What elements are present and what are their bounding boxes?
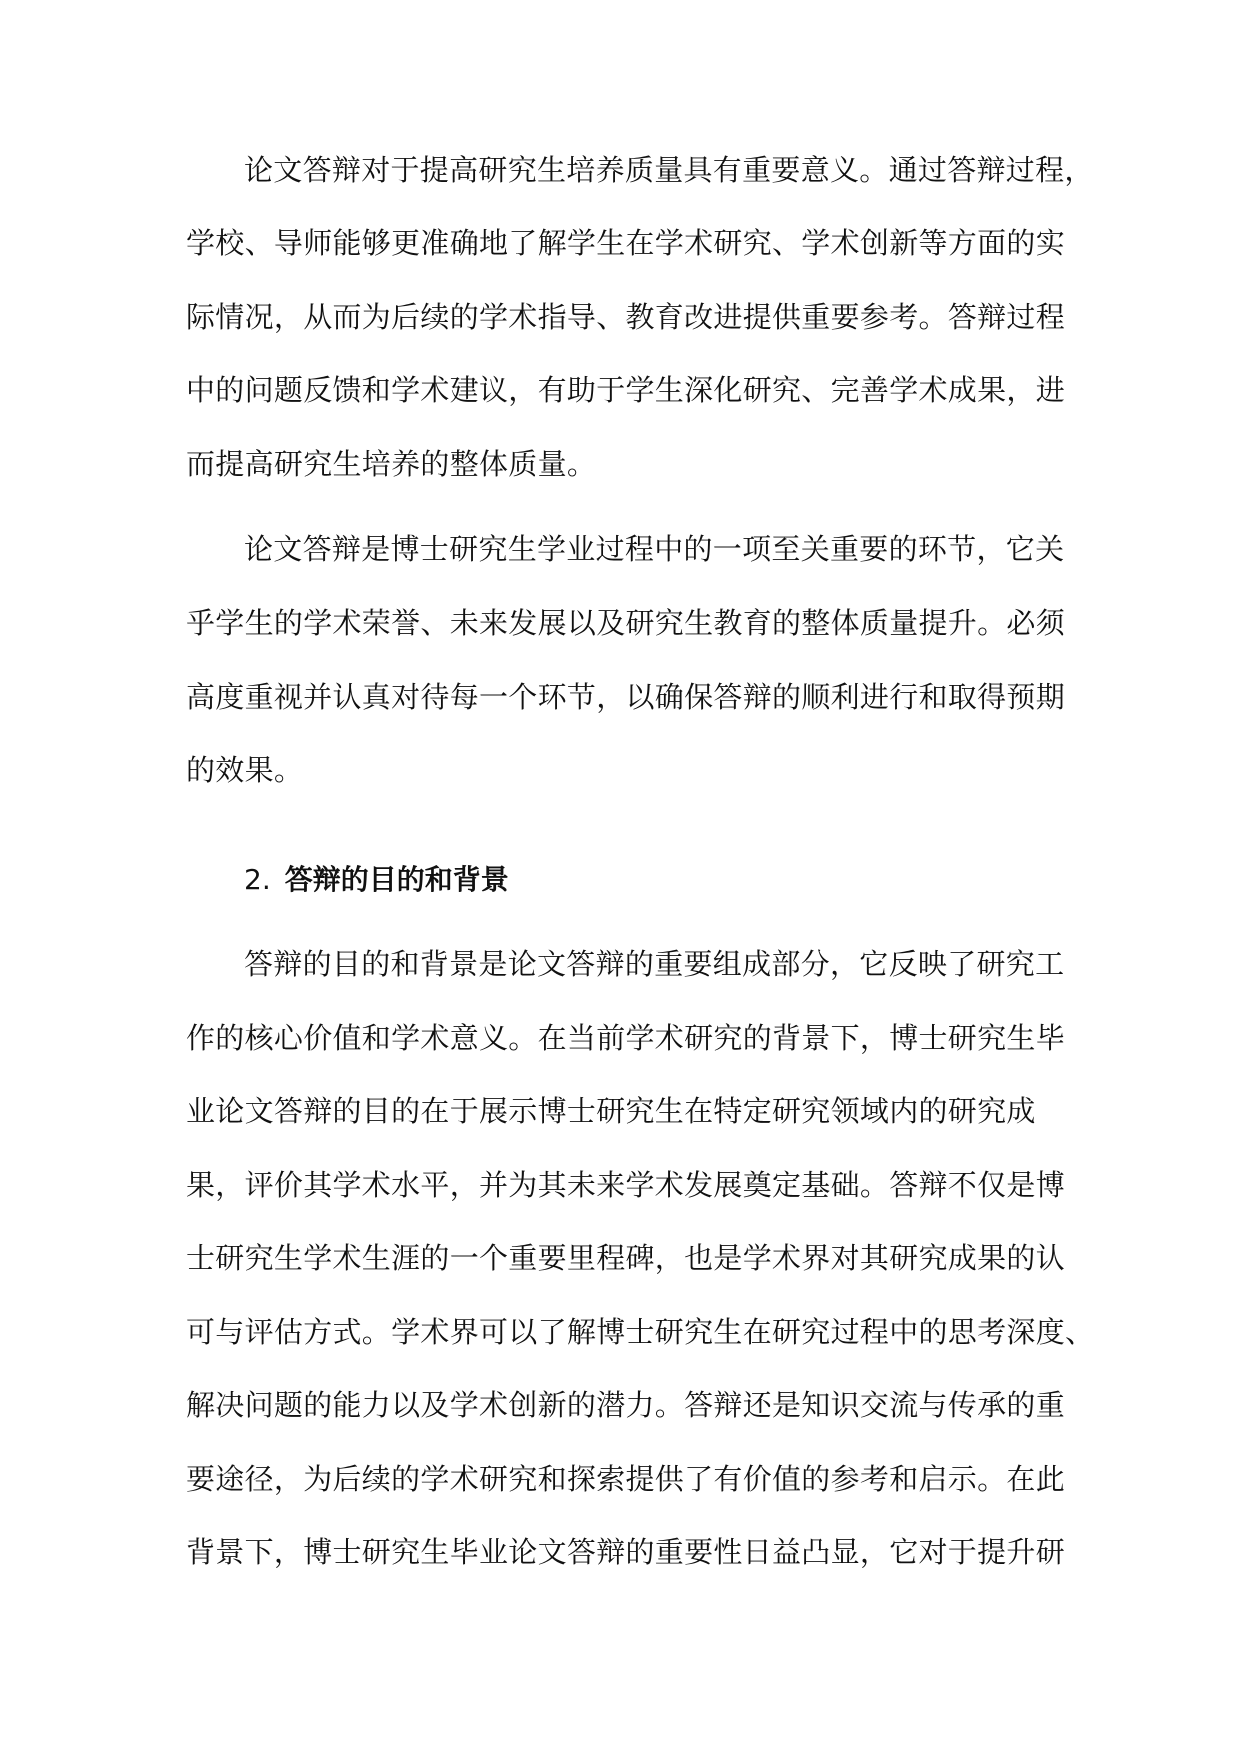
paragraph-2-line-3: 高度重视并认真对待每一个环节，以确保答辩的顺利进行和取得预期 — [186, 680, 1066, 714]
section-heading — [244, 860, 509, 900]
paragraph-3-line-3: 业论文答辩的目的在于展示博士研究生在特定研究领域内的研究成 — [186, 1094, 1036, 1128]
paragraph-3-line-4: 果，评价其学术水平，并为其未来学术发展奠定基础。答辩不仅是博 — [186, 1168, 1066, 1202]
paragraph-3-line-9: 背景下，博士研究生毕业论文答辩的重要性日益凸显，它对于提升研 — [186, 1535, 1066, 1569]
paragraph-1-line-4: 中的问题反馈和学术建议，有助于学生深化研究、完善学术成果，进 — [186, 373, 1066, 407]
paragraph-1-line-3: 际情况，从而为后续的学术指导、教育改进提供重要参考。答辩过程 — [186, 300, 1066, 334]
paragraph-2-line-1: 论文答辩是博士研究生学业过程中的一项至关重要的环节，它关 — [244, 532, 1065, 566]
paragraph-1-line-2: 学校、导师能够更准确地了解学生在学术研究、学术创新等方面的实 — [186, 226, 1066, 260]
section-title: 答辩的目的和背景 — [284, 863, 509, 896]
section-number: 2. — [244, 863, 271, 896]
paragraph-3-line-6: 可与评估方式。学术界可以了解博士研究生在研究过程中的思考深度、 — [186, 1315, 1095, 1349]
paragraph-3-line-2: 作的核心价值和学术意义。在当前学术研究的背景下，博士研究生毕 — [186, 1021, 1066, 1055]
paragraph-3-line-7: 解决问题的能力以及学术创新的潜力。答辩还是知识交流与传承的重 — [186, 1388, 1066, 1422]
paragraph-3-line-5: 士研究生学术生涯的一个重要里程碑，也是学术界对其研究成果的认 — [186, 1241, 1066, 1275]
paragraph-3-line-8: 要途径，为后续的学术研究和探索提供了有价值的参考和启示。在此 — [186, 1462, 1066, 1496]
paragraph-1-line-1: 论文答辩对于提高研究生培养质量具有重要意义。通过答辩过程， — [244, 153, 1094, 187]
paragraph-2-line-2: 乎学生的学术荣誉、未来发展以及研究生教育的整体质量提升。必须 — [186, 606, 1066, 640]
paragraph-2-line-4: 的效果。 — [186, 753, 304, 787]
paragraph-3-line-1: 答辩的目的和背景是论文答辩的重要组成部分，它反映了研究工 — [244, 947, 1065, 981]
paragraph-1-line-5: 而提高研究生培养的整体质量。 — [186, 447, 597, 481]
